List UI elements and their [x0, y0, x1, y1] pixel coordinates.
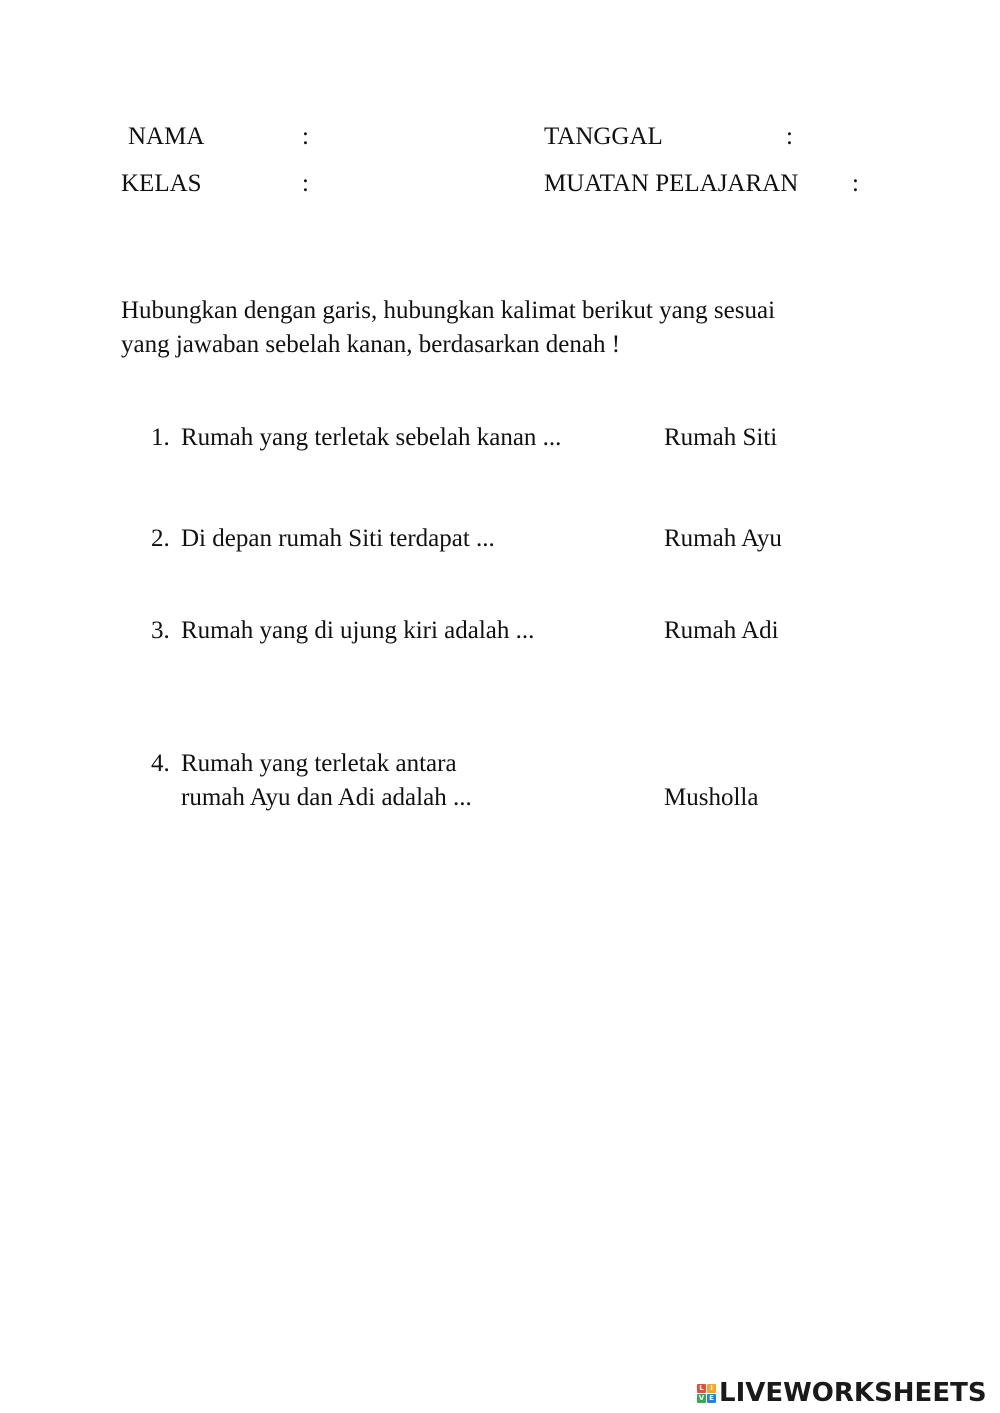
answer-rumah-adi[interactable]: Rumah Adi	[664, 617, 779, 644]
question-2-text: Di depan rumah Siti terdapat ...	[181, 525, 495, 552]
question-2-number: 2.	[151, 525, 170, 552]
answer-rumah-ayu[interactable]: Rumah Ayu	[664, 525, 782, 552]
muatan-label: MUATAN PELAJARAN	[544, 170, 799, 197]
question-3-number: 3.	[151, 617, 170, 644]
instruction-line-1: Hubungkan dengan garis, hubungkan kalimat berikut yang sesuai	[121, 297, 776, 324]
question-4-number: 4.	[151, 750, 170, 777]
liveworksheets-logo	[697, 1376, 987, 1410]
question-1-number: 1.	[151, 424, 170, 451]
question-3-text: Rumah yang di ujung kiri adalah ...	[181, 617, 535, 644]
tanggal-label: TANGGAL	[544, 123, 663, 150]
tanggal-colon: :	[786, 123, 793, 150]
question-1-text: Rumah yang terletak sebelah kanan ...	[181, 424, 562, 451]
nama-label: NAMA	[128, 123, 205, 150]
answer-rumah-siti[interactable]: Rumah Siti	[664, 424, 778, 451]
logo-letter-v: V	[698, 1393, 705, 1402]
kelas-colon: :	[302, 170, 309, 197]
kelas-label: KELAS	[121, 170, 202, 197]
answer-musholla[interactable]: Musholla	[664, 784, 759, 811]
question-4-text-line-1: Rumah yang terletak antara	[181, 750, 457, 777]
liveworksheets-logo-icon	[697, 1384, 716, 1403]
question-4-text-line-2: rumah Ayu dan Adi adalah ...	[181, 784, 472, 811]
liveworksheets-brand: LIVEWORKSHEETS	[719, 1378, 987, 1408]
logo-letter-e: E	[707, 1394, 716, 1403]
logo-letter-i: I	[707, 1384, 716, 1393]
logo-letter-l: L	[697, 1384, 706, 1393]
muatan-colon: :	[852, 170, 859, 197]
instruction-line-2: yang jawaban sebelah kanan, berdasarkan denah !	[121, 331, 621, 358]
nama-colon: :	[302, 123, 309, 150]
